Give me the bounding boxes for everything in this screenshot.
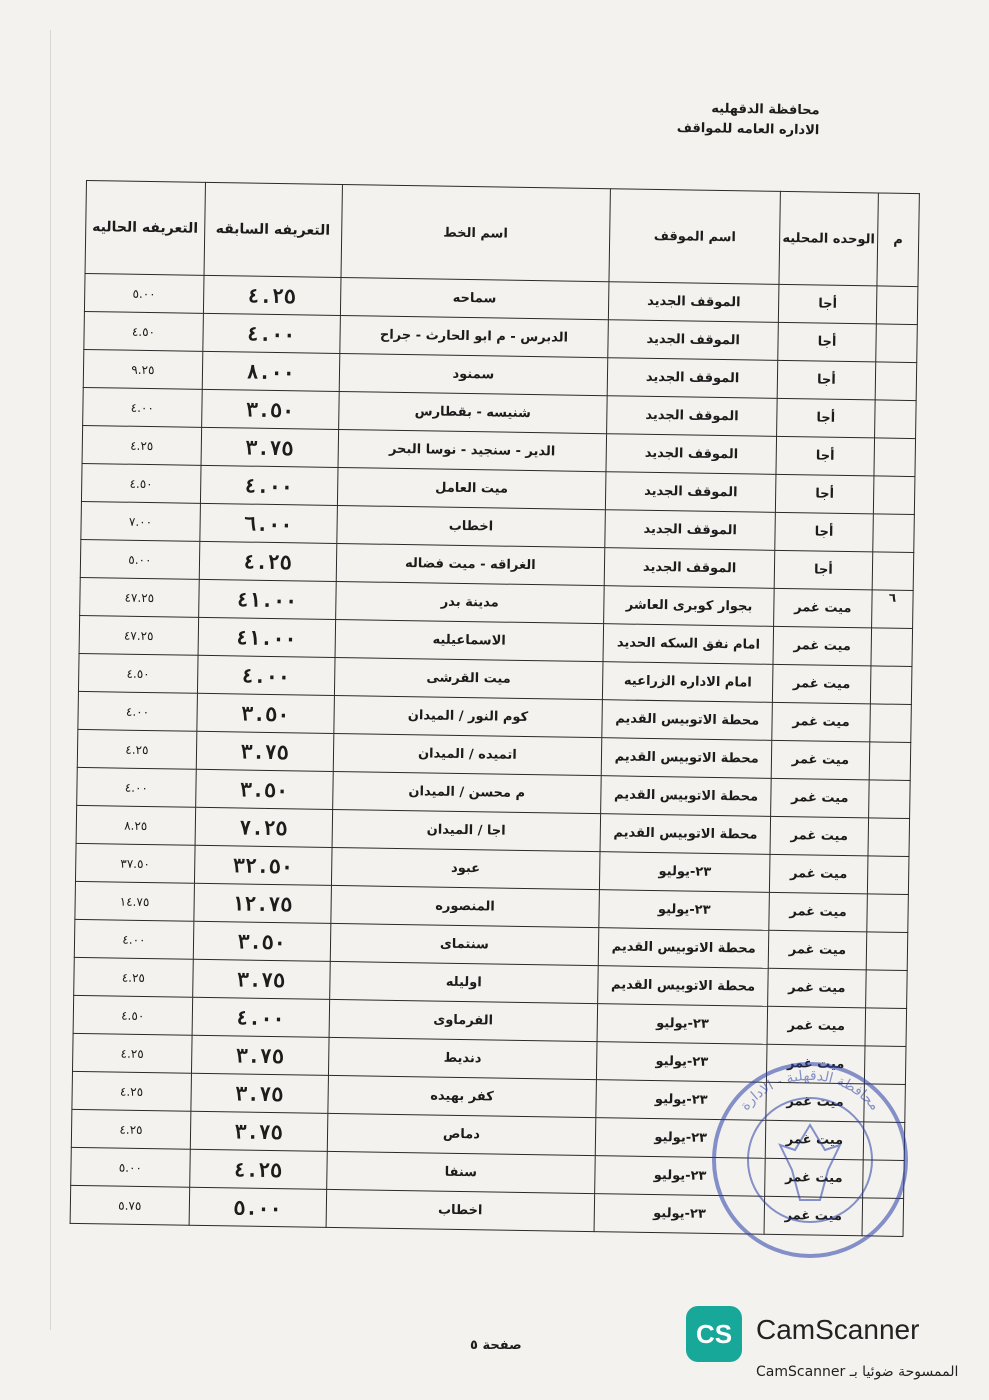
cell-current-fare: ٥.٠٠ xyxy=(71,1147,190,1187)
cell-stop-name: ٢٣-يوليو xyxy=(600,852,771,893)
cell-current-fare: ٤.٢٥ xyxy=(72,1071,191,1111)
cell-previous-fare: ٣.٥٠ xyxy=(193,921,330,961)
cell-current-fare: ٣٧.٥٠ xyxy=(75,843,194,883)
cell-previous-fare: ٧.٢٥ xyxy=(195,807,332,847)
camscanner-logo: CS xyxy=(686,1306,742,1362)
cell-previous-fare: ٤١.٠٠ xyxy=(198,617,335,657)
cell-local-unit: ميت غمر xyxy=(767,1044,865,1084)
cell-serial xyxy=(873,514,915,553)
cell-serial xyxy=(873,476,915,515)
document-header xyxy=(676,99,819,141)
cell-local-unit: ميت غمر xyxy=(765,1158,863,1198)
cell-line-name: شنيسه - بقطارس xyxy=(338,391,607,433)
cell-line-name: المنصوره xyxy=(330,885,599,927)
cell-line-name: سنتماى xyxy=(330,923,599,965)
cell-current-fare: ٧.٠٠ xyxy=(81,501,200,541)
cell-line-name: اخطاب xyxy=(336,505,605,547)
cell-local-unit: أجا xyxy=(779,284,877,324)
cell-local-unit: ميت غمر xyxy=(771,778,869,818)
cell-serial xyxy=(865,1008,907,1047)
cell-current-fare: ٤.٢٥ xyxy=(77,729,196,769)
cell-previous-fare: ٤.٠٠ xyxy=(200,465,337,505)
cell-previous-fare: ٣.٧٥ xyxy=(190,1111,327,1151)
cell-previous-fare: ٤١.٠٠ xyxy=(198,579,335,619)
cell-previous-fare: ٤.٠٠ xyxy=(192,997,329,1037)
cell-previous-fare: ٦.٠٠ xyxy=(200,503,337,543)
camscanner-brand: CamScanner xyxy=(756,1314,920,1345)
cell-stop-name: ٢٣-يوليو xyxy=(595,1118,766,1159)
official-stamp xyxy=(700,1050,920,1270)
cell-serial xyxy=(870,704,912,743)
cell-stop-name: ٢٣-يوليو xyxy=(597,1004,768,1045)
cell-serial xyxy=(872,552,914,591)
cell-previous-fare: ٤.٢٥ xyxy=(189,1149,326,1189)
cell-serial xyxy=(870,666,912,705)
header-governorate: محافظة الدقهليه xyxy=(710,101,820,119)
cell-stop-name: ٢٣-يوليو xyxy=(596,1080,767,1121)
cell-serial xyxy=(876,324,918,363)
cell-current-fare: ٨.٢٥ xyxy=(76,805,195,845)
cell-stop-name: الموقف الجديد xyxy=(604,548,775,589)
cell-current-fare: ٥.٧٥ xyxy=(70,1185,189,1225)
cell-stop-name: محطة الاتوبيس القديم xyxy=(601,738,772,779)
cell-line-name: سنفا xyxy=(326,1151,595,1193)
stamp-text: محافظة الدقهلية - الادارة xyxy=(737,1067,883,1114)
header-previous-fare: التعريفه السابقه xyxy=(204,182,342,277)
cell-line-name: اوليله xyxy=(329,961,598,1003)
header-serial: م xyxy=(877,193,920,287)
cell-stop-name: امام الاداره الزراعيه xyxy=(603,662,774,703)
cell-previous-fare: ٨.٠٠ xyxy=(202,351,339,391)
cell-stop-name: بجوار كوبرى العاشر xyxy=(604,586,775,627)
cell-line-name: اجا / الميدان xyxy=(332,809,601,851)
cell-stop-name: ٢٣-يوليو xyxy=(599,890,770,931)
cell-serial xyxy=(866,932,908,971)
cell-stop-name: الموقف الجديد xyxy=(605,510,776,551)
camscanner-caption: الممسوحة ضوئيا بـ CamScanner xyxy=(756,1364,959,1380)
cell-local-unit: أجا xyxy=(776,436,874,476)
cell-line-name: الفرماوى xyxy=(329,999,598,1041)
cell-local-unit: ميت غمر xyxy=(773,664,871,704)
cell-local-unit: ميت غمر xyxy=(774,588,872,628)
cell-local-unit: ميت غمر xyxy=(769,892,867,932)
cell-line-name: اخطاب xyxy=(326,1189,595,1231)
cell-current-fare: ٤.٥٠ xyxy=(78,653,197,693)
cell-local-unit: ميت غمر xyxy=(770,816,868,856)
cell-previous-fare: ٤.٢٥ xyxy=(199,541,336,581)
cell-current-fare: ٤.٥٠ xyxy=(81,463,200,503)
cell-serial xyxy=(874,438,916,477)
cell-stop-name: محطة الاتوبيس القديم xyxy=(600,814,771,855)
cell-stop-name: محطة الاتوبيس القديم xyxy=(598,928,769,969)
cell-stop-name: امام نفق السكه الحديد xyxy=(603,624,774,665)
cell-stop-name: محطة الاتوبيس القديم xyxy=(601,776,772,817)
cell-current-fare: ٥.٠٠ xyxy=(84,273,203,313)
cell-line-name: الدير - سنجيد - نوسا البحر xyxy=(338,429,607,471)
stamp-inner-ring xyxy=(748,1098,872,1222)
cell-serial xyxy=(875,362,917,401)
cell-local-unit: ميت غمر xyxy=(767,1006,865,1046)
cell-current-fare: ٥.٠٠ xyxy=(80,539,199,579)
cell-serial xyxy=(865,970,907,1009)
cell-current-fare: ٤.٠٠ xyxy=(83,387,202,427)
cell-stop-name: الموقف الجديد xyxy=(606,434,777,475)
cell-serial xyxy=(871,628,913,667)
cell-serial xyxy=(876,286,918,325)
cell-previous-fare: ٣.٧٥ xyxy=(201,427,338,467)
cell-line-name: الغراقه - ميت فضاله xyxy=(336,543,605,585)
cell-previous-fare: ٣.٧٥ xyxy=(191,1035,328,1075)
cell-line-name: الاسماعيليه xyxy=(335,619,604,661)
cell-local-unit: أجا xyxy=(775,512,873,552)
cell-stop-name: محطة الاتوبيس القديم xyxy=(598,966,769,1007)
cell-previous-fare: ٤.٢٥ xyxy=(203,275,340,315)
cell-local-unit: أجا xyxy=(777,398,875,438)
cell-current-fare: ٩.٢٥ xyxy=(83,349,202,389)
cell-line-name: م محسن / الميدان xyxy=(332,771,601,813)
cell-current-fare: ٤٧.٢٥ xyxy=(79,615,198,655)
table-header-row xyxy=(85,181,919,287)
header-stop-name: اسم الموقف xyxy=(609,189,780,285)
cell-current-fare: ٤.٢٥ xyxy=(82,425,201,465)
cell-line-name: اتميده / الميدان xyxy=(333,733,602,775)
cell-stop-name: ٢٣-يوليو xyxy=(595,1156,766,1197)
cell-current-fare: ١٤.٧٥ xyxy=(75,881,194,921)
cell-previous-fare: ٣.٧٥ xyxy=(196,731,333,771)
cell-line-name: سمنود xyxy=(339,354,608,396)
cell-stop-name: الموقف الجديد xyxy=(607,358,778,399)
cell-local-unit: ميت غمر xyxy=(772,702,870,742)
cell-serial xyxy=(869,742,911,781)
cell-previous-fare: ٤.٠٠ xyxy=(197,655,334,695)
cell-line-name: الدبرس - م ابو الحارث - جراح xyxy=(339,316,608,358)
cell-local-unit: ميت غمر xyxy=(764,1196,862,1236)
cell-serial xyxy=(867,894,909,933)
cell-current-fare: ٤.٠٠ xyxy=(77,767,196,807)
cell-line-name: ميت العامل xyxy=(337,467,606,509)
cell-current-fare: ٤.٠٠ xyxy=(74,919,193,959)
cell-current-fare: ٤.٥٠ xyxy=(84,311,203,351)
cell-local-unit: ميت غمر xyxy=(770,854,868,894)
cell-previous-fare: ١٢.٧٥ xyxy=(194,883,331,923)
cell-line-name: كفر بهيده xyxy=(327,1075,596,1117)
cell-line-name: مدينة بدر xyxy=(335,581,604,623)
cell-current-fare: ٤.٥٠ xyxy=(73,995,192,1035)
cell-stop-name: ٢٣-يوليو xyxy=(597,1042,768,1083)
cell-previous-fare: ٣.٥٠ xyxy=(195,769,332,809)
cell-previous-fare: ٤.٠٠ xyxy=(203,313,340,353)
cell-stop-name: الموقف الجديد xyxy=(608,320,779,361)
cell-previous-fare: ٣.٧٥ xyxy=(192,959,329,999)
cell-local-unit: أجا xyxy=(778,322,876,362)
cell-stop-name: محطة الاتوبيس القديم xyxy=(602,700,773,741)
cell-local-unit: ميت غمر xyxy=(766,1082,864,1122)
cell-previous-fare: ٣.٥٠ xyxy=(197,693,334,733)
cell-current-fare: ٤.٠٠ xyxy=(78,691,197,731)
cell-local-unit: ميت غمر xyxy=(768,930,866,970)
cell-local-unit: أجا xyxy=(774,550,872,590)
cell-serial xyxy=(868,818,910,857)
cell-current-fare: ٤.٢٥ xyxy=(74,957,193,997)
cell-line-name: سماحه xyxy=(340,278,609,320)
cell-serial xyxy=(874,400,916,439)
page-number: صفحة ٥ xyxy=(470,1338,522,1353)
cell-line-name: ميت القرشى xyxy=(334,657,603,699)
cell-local-unit: ميت غمر xyxy=(768,968,866,1008)
cell-local-unit: أجا xyxy=(776,474,874,514)
cell-local-unit: ميت غمر xyxy=(771,740,869,780)
cell-previous-fare: ٣.٥٠ xyxy=(201,389,338,429)
stamp-outer-ring xyxy=(714,1064,906,1256)
cell-current-fare: ٤٧.٢٥ xyxy=(80,577,199,617)
cell-local-unit: أجا xyxy=(777,360,875,400)
cell-stop-name: ٢٣-يوليو xyxy=(594,1194,765,1235)
cell-previous-fare: ٥.٠٠ xyxy=(189,1187,326,1227)
cell-serial xyxy=(867,856,909,895)
header-current-fare: التعريفه الحاليه xyxy=(85,181,205,276)
header-line-name: اسم الخط xyxy=(341,185,611,282)
cell-previous-fare: ٣.٧٥ xyxy=(191,1073,328,1113)
stamp-eagle-icon xyxy=(780,1125,840,1200)
cell-line-name: دنديط xyxy=(328,1037,597,1079)
cell-current-fare: ٤.٢٥ xyxy=(71,1109,190,1149)
header-local-unit: الوحده المحليه xyxy=(779,191,878,286)
cell-stop-name: الموقف الجديد xyxy=(606,472,777,513)
cell-stop-name: الموقف الجديد xyxy=(609,282,780,323)
cell-previous-fare: ٣٢.٥٠ xyxy=(194,845,331,885)
scan-edge xyxy=(50,30,51,1330)
cell-stop-name: الموقف الجديد xyxy=(607,396,778,437)
cell-local-unit: ميت غمر xyxy=(765,1120,863,1160)
cell-serial xyxy=(868,780,910,819)
cell-line-name: كوم النور / الميدان xyxy=(333,695,602,737)
cell-serial: ٦ xyxy=(871,590,913,629)
cell-line-name: عبود xyxy=(331,847,600,889)
cell-local-unit: ميت غمر xyxy=(773,626,871,666)
cell-line-name: دماص xyxy=(327,1113,596,1155)
cell-current-fare: ٤.٢٥ xyxy=(72,1033,191,1073)
header-department: الاداره العامه للمواقف xyxy=(676,120,819,139)
